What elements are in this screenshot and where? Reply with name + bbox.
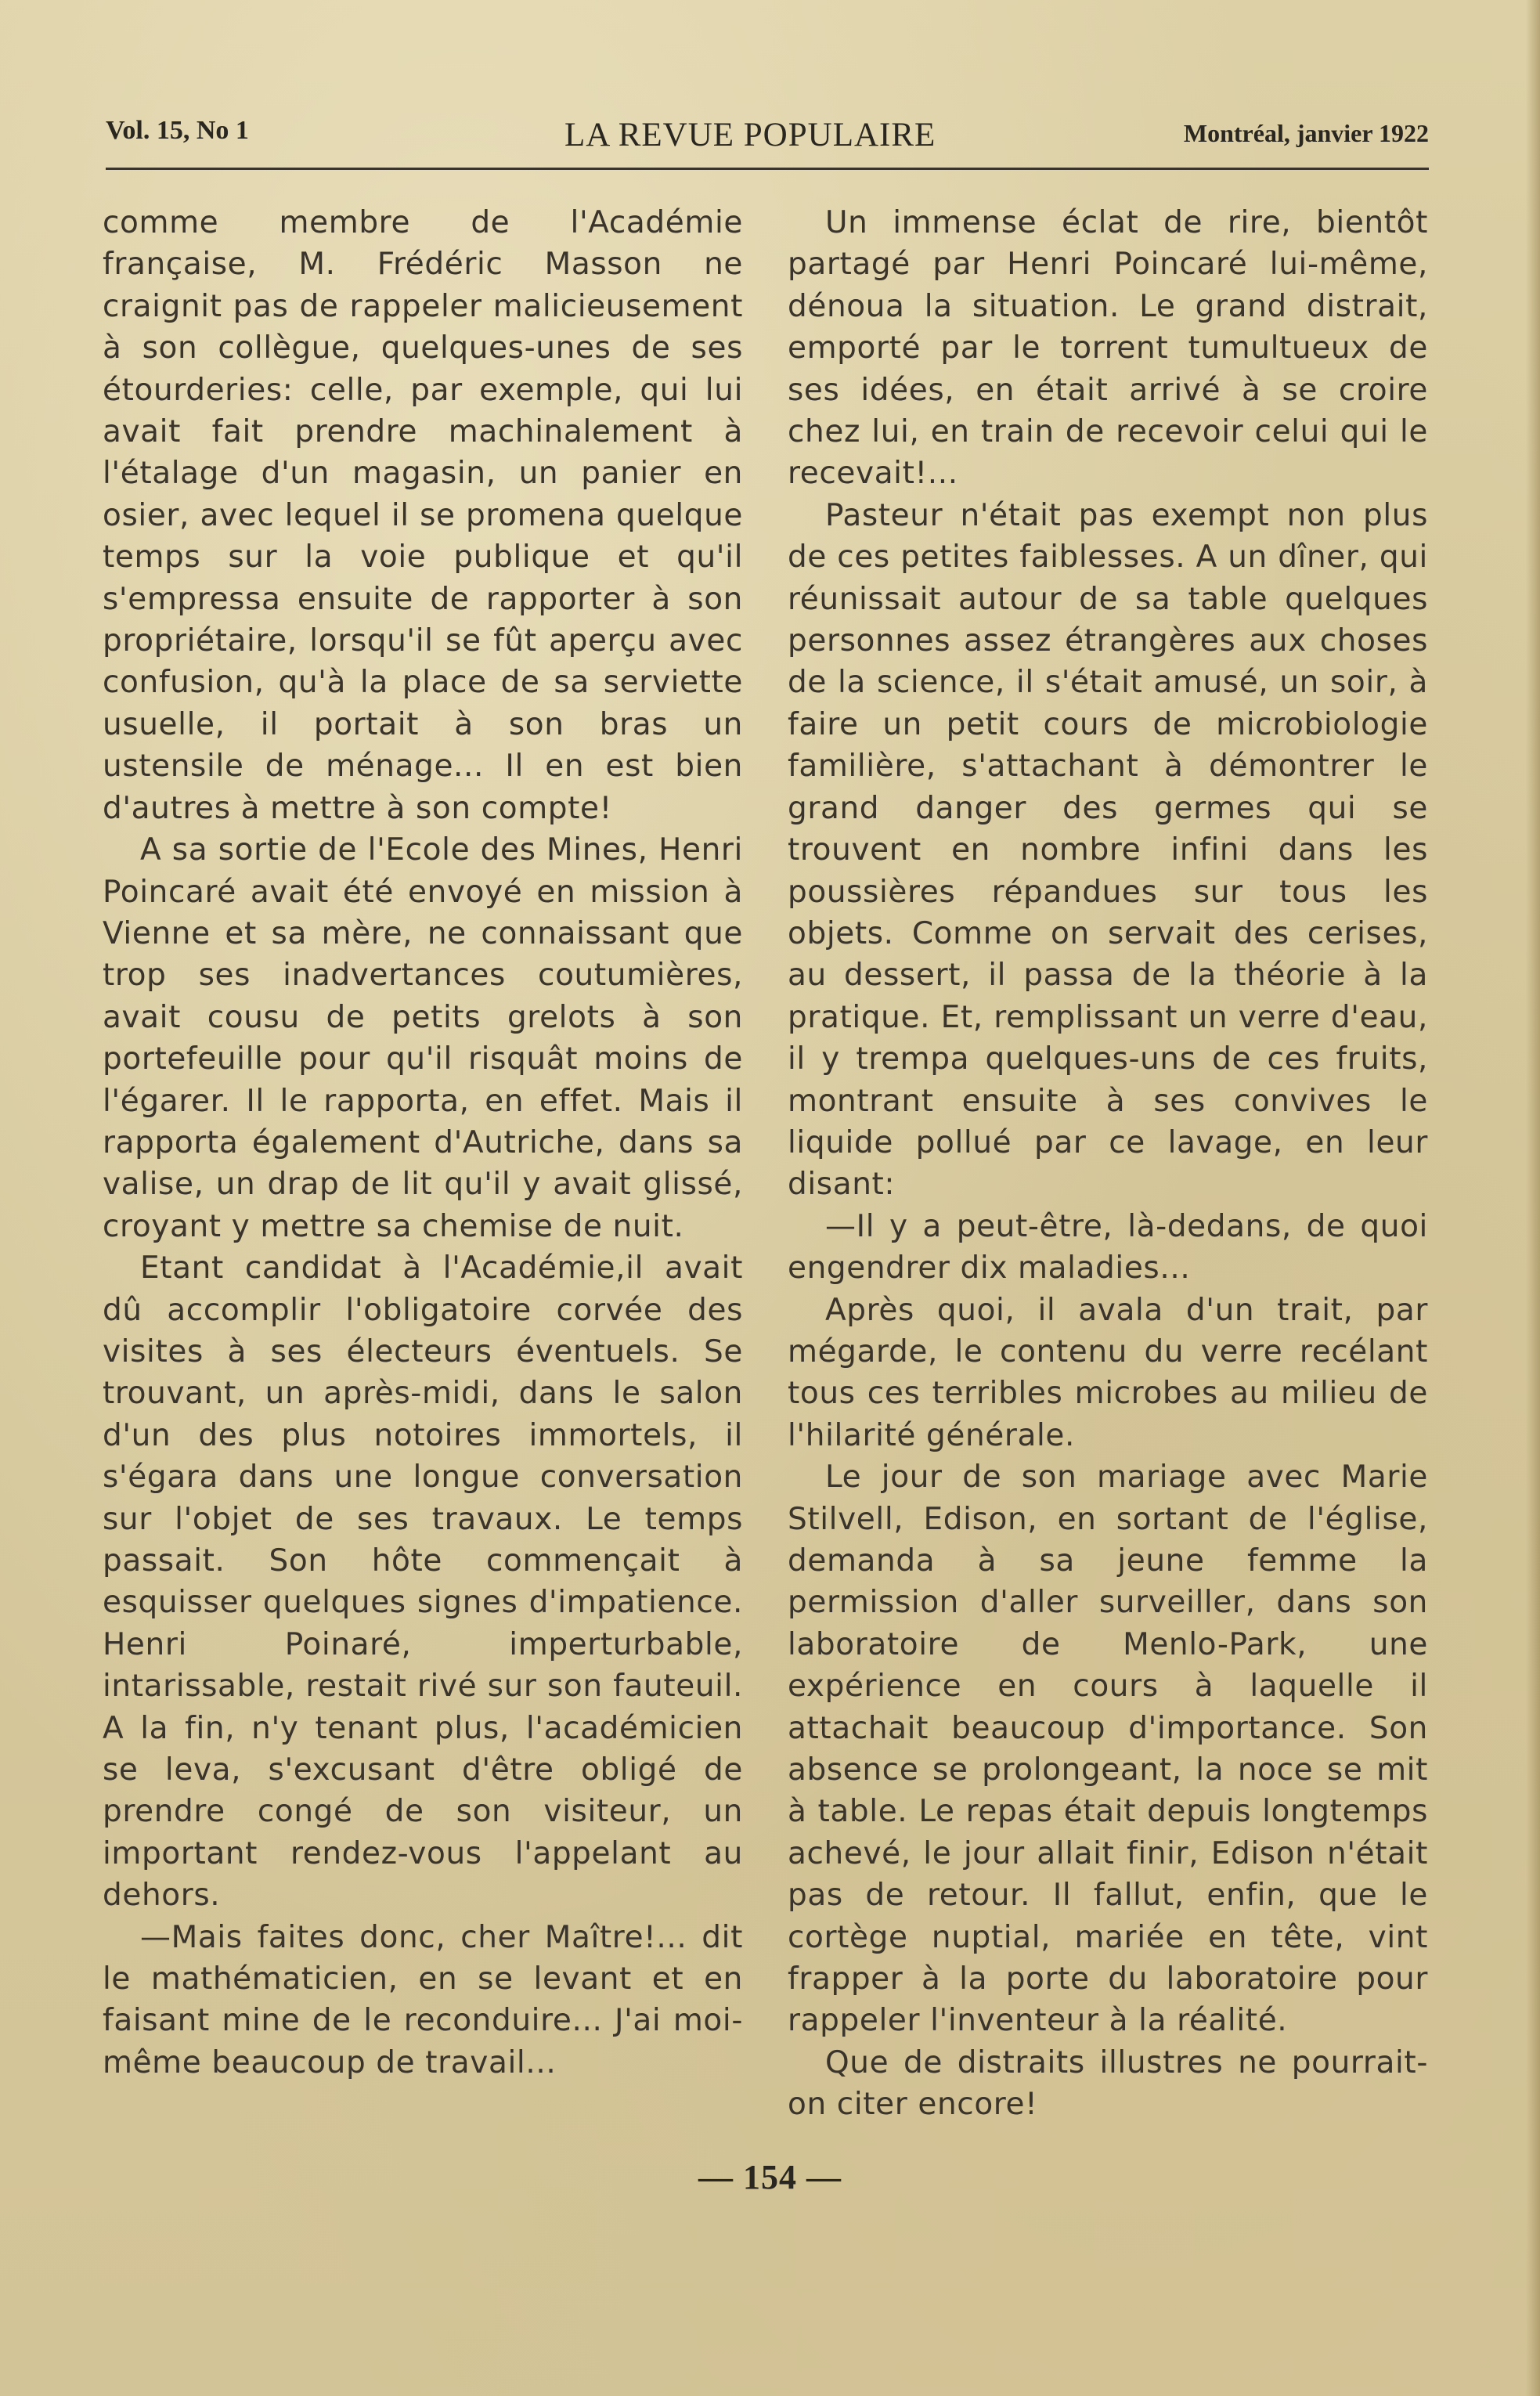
page-edge-shadow	[1526, 0, 1540, 2396]
paragraph: Un immense éclat de rire, bientôt partagé par Henri Poincaré lui-même, dénoua la situation. Le grand distrait, emporté par le torrent tumultueux de ses idées, en était arrivé à se croire chez lui, en train de recevoir celui qui le recevait!...	[788, 205, 1428, 492]
place-and-date: Montréal, janvier 1922	[1183, 119, 1429, 147]
header-rule	[106, 168, 1429, 170]
left-column	[103, 202, 743, 2084]
paragraph: —Il y a peut-être, là-dedans, de quoi engendrer dix maladies...	[788, 1208, 1428, 1286]
paragraph: —Mais faites donc, cher Maître!... dit le mathématicien, en se levant et en faisant mine de le reconduire... J'ai moi-même beaucoup de travail...	[103, 1919, 743, 2080]
publication-title: LA REVUE POPULAIRE	[564, 117, 936, 153]
paragraph: Après quoi, il avala d'un trait, par mégarde, le contenu du verre recélant tous ces terribles microbes au milieu de l'hilarité générale.	[788, 1292, 1428, 1453]
running-header	[106, 116, 1429, 163]
volume-number: Vol. 15, No 1	[106, 116, 249, 145]
paragraph: Que de distraits illustres ne pourrait-on citer encore!	[788, 2044, 1428, 2123]
page-number: — 154 —	[698, 2158, 842, 2196]
paragraph: A sa sortie de l'Ecole des Mines, Henri Poincaré avait été envoyé en mission à Vienne et sa mère, ne connaissant que trop ses inadvertances coutumières, avait cousu de petits grelots à son portefeuille pour qu'il risquât moins de l'égarer. Il le rapporta, en effet. Mais il rapporta également d'Autriche, dans sa valise, un drap de lit qu'il y avait glissé, croyant y mettre sa chemise de nuit.	[103, 832, 743, 1244]
paragraph: Le jour de son mariage avec Marie Stilvell, Edison, en sortant de l'église, demanda à sa jeune femme la permission d'aller surveiller, dans son laboratoire de Menlo-Park, une expérience en cours à laquelle il attachait beaucoup d'importance. Son absence se prolongeant, la noce se mit à table. Le repas était depuis longtemps achevé, le jour allait finir, Edison n'était pas de retour. Il fallut, enfin, que le cortège nuptial, mariée en tête, vint frapper à la porte du laboratoire pour rappeler l'inventeur à la réalité.	[788, 1460, 1428, 2039]
paragraph: comme membre de l'Académie française, M. Frédéric Masson ne craignit pas de rappeler malicieusement à son collègue, quelques-unes de ses étourderies: celle, par exemple, qui lui avait fait prendre machinalement à l'étalage d'un magasin, un panier en osier, avec lequel il se promena quelque temps sur la voie publique et qu'il s'empressa ensuite de rapporter à son propriétaire, lorsqu'il se fût aperçu avec confusion, qu'à la place de sa serviette usuelle, il portait à son bras un ustensile de ménage... Il en est bien d'autres à mettre à son compte!	[103, 205, 743, 826]
paragraph: Pasteur n'était pas exempt non plus de ces petites faiblesses. A un dîner, qui réunissait autour de sa table quelques personnes assez étrangères aux choses de la science, il s'était amusé, un soir, à faire un petit cours de microbiologie familière, s'attachant à démontrer le grand danger des germes qui se trouvent en nombre infini dans les poussières répandues sur tous les objets. Comme on servait des cerises, au dessert, il passa de la théorie à la pratique. Et, remplissant un verre d'eau, il y trempa quelques-uns de ces fruits, montrant ensuite à ses convives le liquide pollué par ce lavage, en leur disant:	[788, 497, 1428, 1203]
right-column	[788, 202, 1428, 2126]
paragraph: Etant candidat à l'Académie,il avait dû accomplir l'obligatoire corvée des visites à ses électeurs éventuels. Se trouvant, un après-midi, dans le salon d'un des plus notoires immortels, il s'égara dans une longue conversation sur l'objet de ses travaux. Le temps passait. Son hôte commençait à esquisser quelques signes d'impatience. Henri Poinaré, imperturbable, intarissable, restait rivé sur son fauteuil. A la fin, n'y tenant plus, l'académicien se leva, s'excusant d'être obligé de prendre congé de son visiteur, un important rendez-vous l'appelant au dehors.	[103, 1250, 743, 1914]
